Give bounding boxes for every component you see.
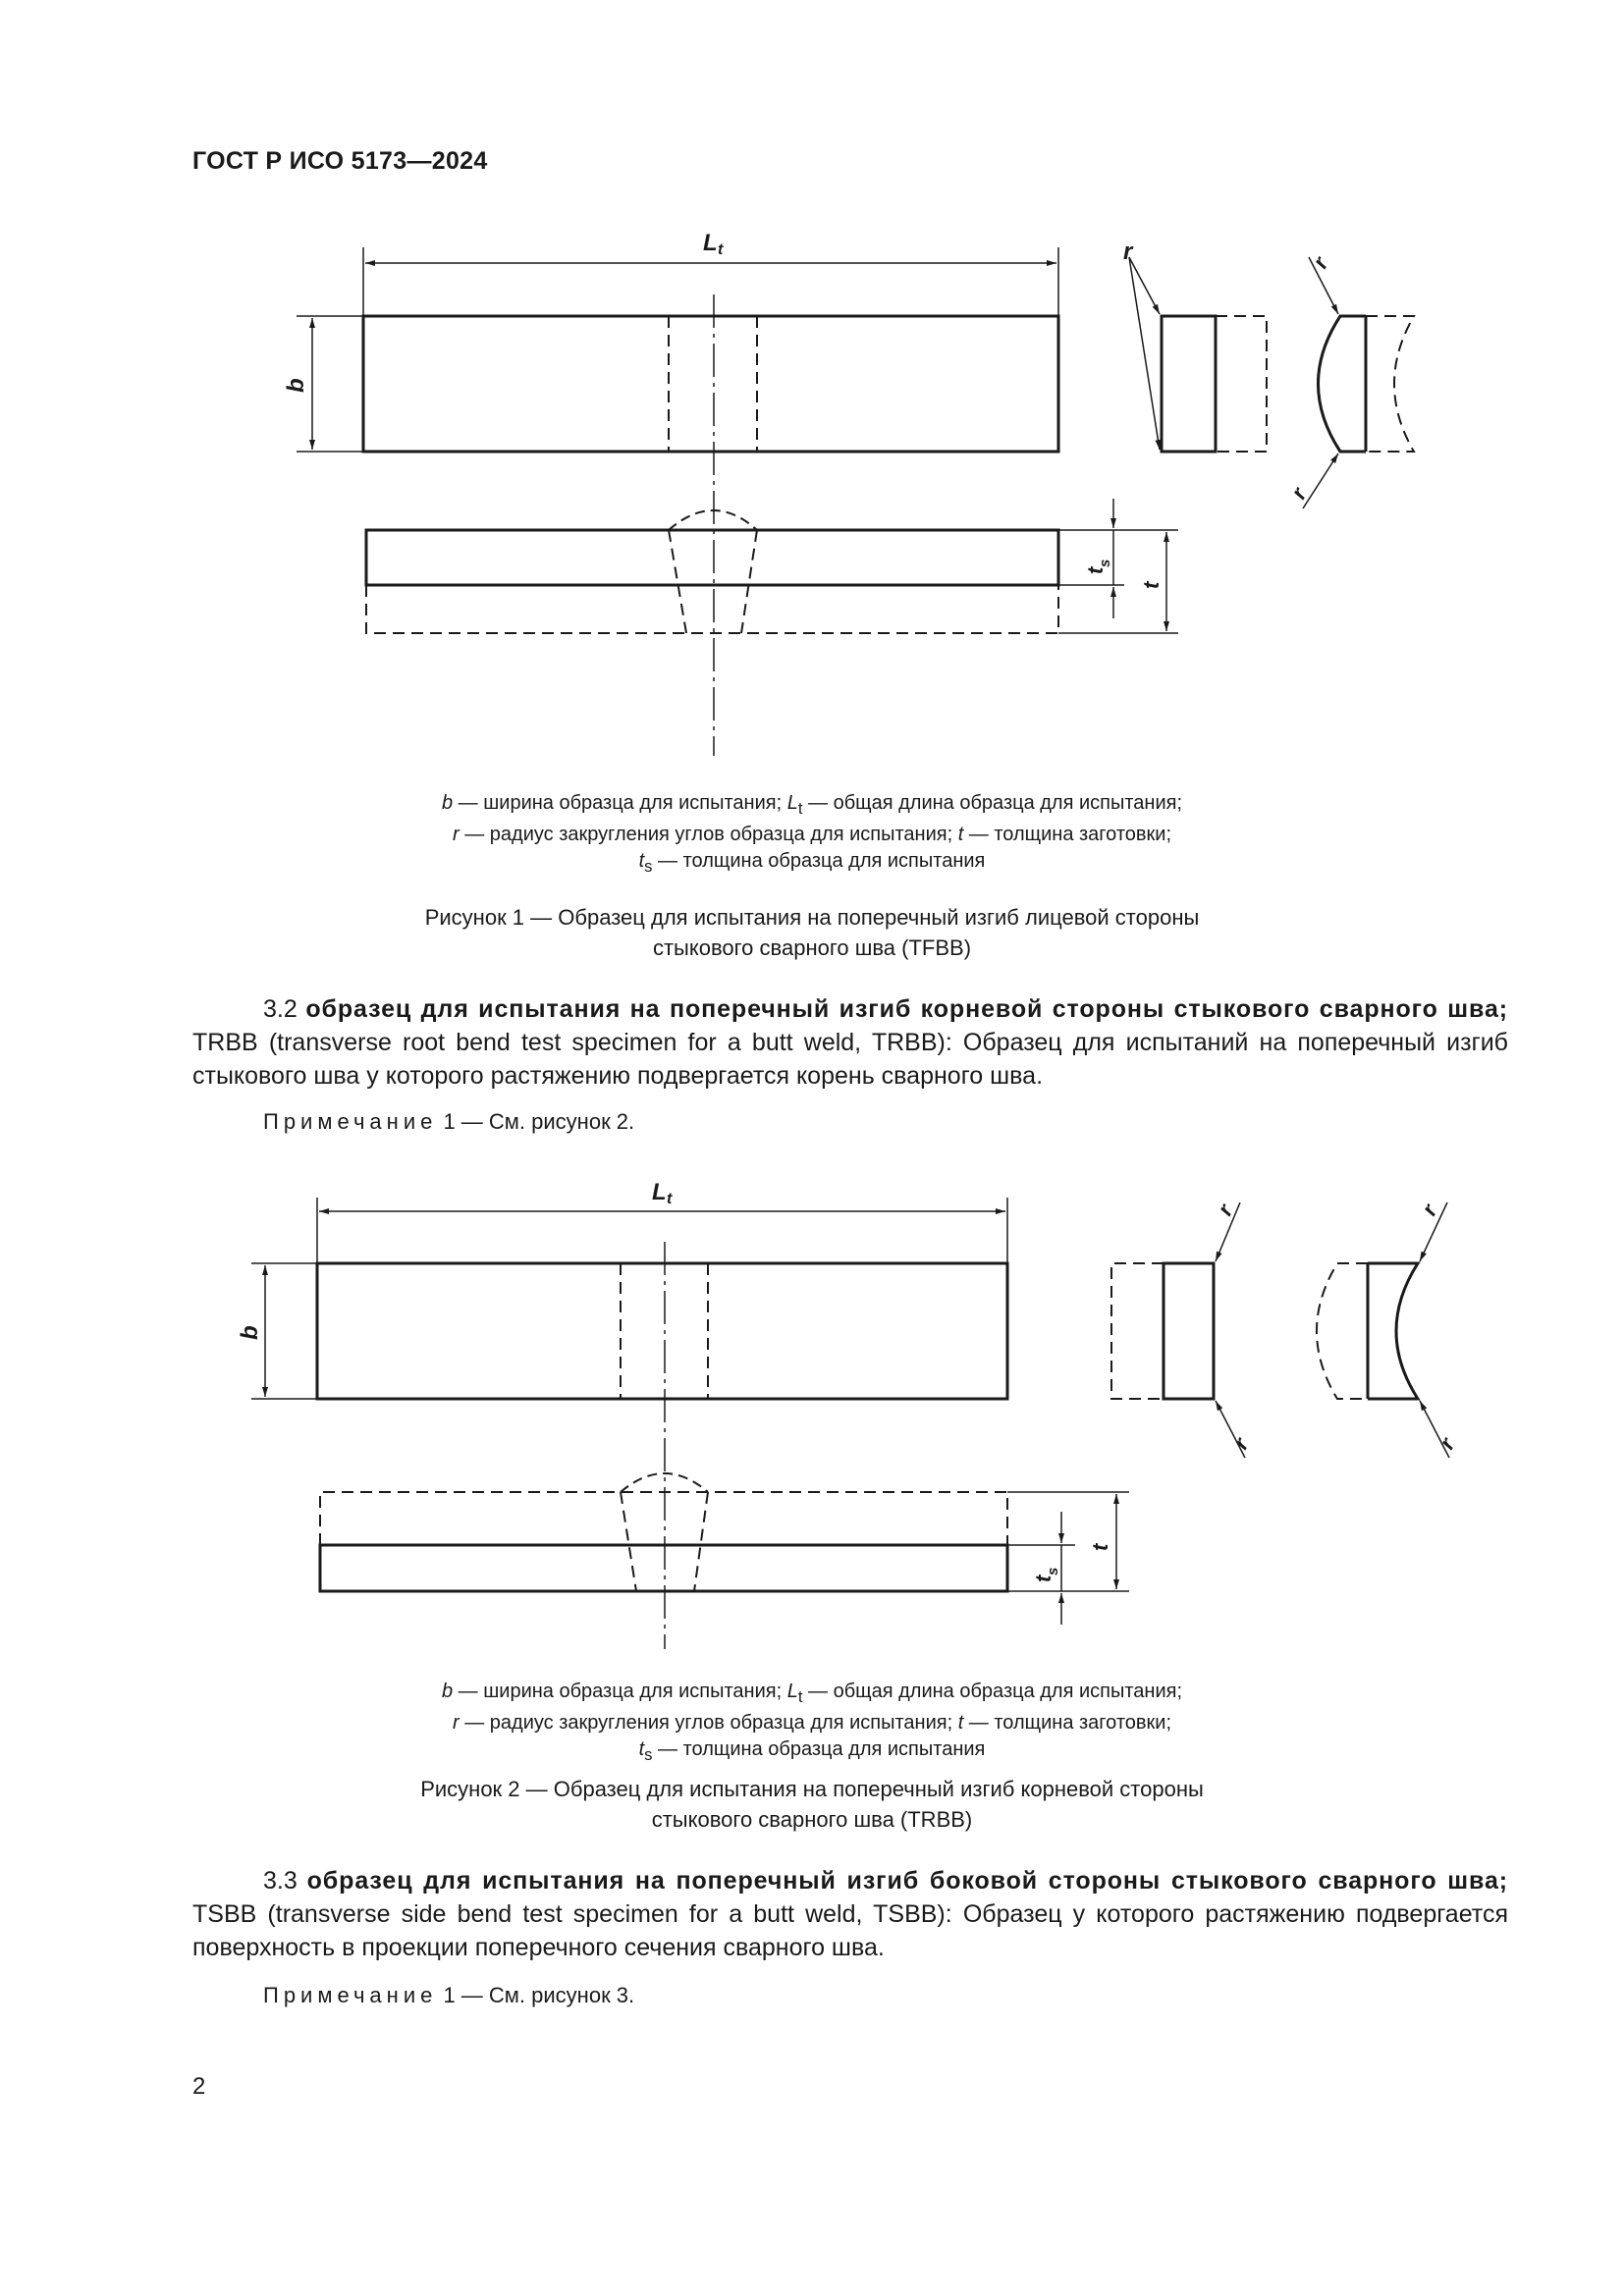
fig1-label-L-sub: t xyxy=(718,241,724,258)
section-3-3: 3.3 образец для испытания на поперечный изгиб боковой стороны стыкового сварного шва; TSBB (transverse side bend test specimen for a butt weld, TSBB): Образец у которого растяжению подвергается поверхность в проекции поперечного сечения сварного шва. xyxy=(192,1867,1508,1961)
fig2-label-L-sub: t xyxy=(667,1191,673,1207)
fig2-label-t: t xyxy=(1088,1543,1112,1551)
fig1-label-t: t xyxy=(1139,581,1164,589)
fig2-curved-view xyxy=(1368,1263,1418,1399)
fig1-label-ts: t xyxy=(1083,566,1108,574)
fig1-label-ts-sub: s xyxy=(1097,559,1113,567)
fig2-specimen-plan xyxy=(317,1263,1007,1399)
fig1-curved-view xyxy=(1319,316,1367,452)
fig1-specimen-plan xyxy=(363,316,1058,452)
fig1-weld-bead xyxy=(669,510,757,530)
figure-2-legend: b — ширина образца для испытания; $L_t$ — общая длина образца для испытания; r — радиус закругления углов образца для испытания; t — толщина заготовки; $t_s$ — толщина образца для испытания xyxy=(441,1681,1183,1764)
fig1-label-L: L xyxy=(703,230,718,256)
figure-1-drawing xyxy=(0,0,1624,785)
fig1-specimen-section xyxy=(366,530,1058,585)
fig1-side-view xyxy=(1162,316,1216,452)
fig2-label-ts-sub: s xyxy=(1045,1567,1061,1575)
fig1-label-r: r xyxy=(1123,239,1133,265)
fig1-label-b: b xyxy=(283,378,309,393)
section-3-3-note: Примечание 1 — См. рисунок 3. xyxy=(263,1983,635,2007)
section-3-2-note: Примечание 1 — См. рисунок 2. xyxy=(263,1109,635,1134)
fig2-label-r-bottom: r xyxy=(1227,1433,1254,1454)
fig2-label-L: L xyxy=(652,1179,667,1205)
fig2-label-r-curved-top: r xyxy=(1416,1200,1442,1220)
page-number: 2 xyxy=(192,2073,206,2100)
fig2-label-b: b xyxy=(237,1325,263,1340)
figure-1-caption: Рисунок 1 — Образец для испытания на поперечный изгиб лицевой стороны стыкового сварного шва (TFBB) xyxy=(424,905,1200,960)
section-3-2: 3.2 образец для испытания на поперечный изгиб корневой стороны стыкового сварного шва; TRBB (transverse root bend test specimen for a butt weld, TRBB): Образец для испытаний на поперечный изгиб стыкового шва у которого растяжению подвергается корень сварного шва. xyxy=(192,995,1508,1090)
figure-1-legend: b — ширина образца для испытания; $L_t$ — общая длина образца для испытания; r — радиус закругления углов образца для испытания; t — толщина заготовки; $t_s$ — толщина образца для испытания xyxy=(441,792,1183,876)
fig2-label-r-curved-bottom: r xyxy=(1434,1433,1460,1454)
figure-2-drawing xyxy=(0,1158,1624,1669)
fig2-label-ts: t xyxy=(1031,1575,1056,1582)
fig2-side-view xyxy=(1164,1263,1214,1399)
fig2-label-r-top: r xyxy=(1212,1200,1238,1220)
fig2-specimen-section xyxy=(320,1545,1007,1591)
fig1-label-r-top: r xyxy=(1307,252,1333,273)
document-header: ГОСТ Р ИСО 5173—2024 xyxy=(192,147,488,175)
fig1-label-r-bottom: r xyxy=(1285,483,1312,504)
figure-2-caption: Рисунок 2 — Образец для испытания на поперечный изгиб корневой стороны стыкового сварного шва (TRBB) xyxy=(420,1777,1204,1832)
